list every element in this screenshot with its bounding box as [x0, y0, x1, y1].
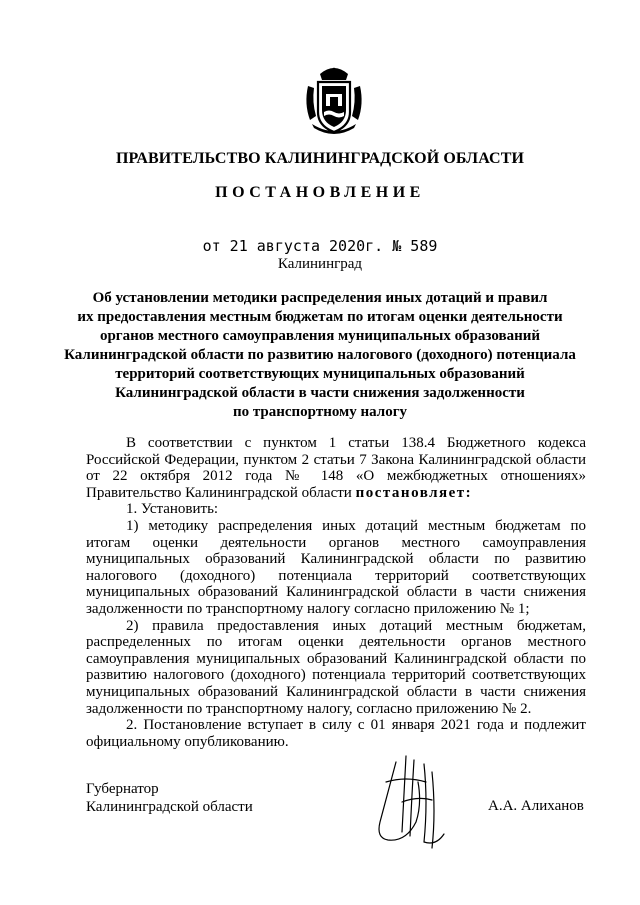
item-2: 2. Постановление вступает в силу с 01 января 2021 года и подлежит официальному опубликованию.: [86, 717, 586, 750]
item-1-1: 1) методику распределения иных дотаций местным бюджетам по итогам оценки деятельности органов местного самоуправления муниципальных образований Калининградской области по развитию налогового (доходного) потенциала территорий соответствующих муниципальных образований Калининградской области в части снижения задолженности по транспортному налогу согласно приложению № 1;: [86, 517, 586, 617]
title-line: Об установлении методики распределения иных дотаций и правил: [92, 290, 548, 306]
coat-of-arms-emblem: [300, 64, 368, 138]
signatory-name: А.А. Алиханов: [488, 798, 584, 814]
document-title: [0, 289, 640, 422]
signatory-position-line: Калининградской области: [86, 799, 253, 815]
title-line: их предоставления местным бюджетам по итогам оценки деятельности: [77, 309, 563, 325]
document-body: [86, 435, 586, 750]
item-1-2: 2) правила предоставления иных дотаций местным бюджетам, распределенных по итогам оценки деятельности органов местного самоуправления муниципальных образований Калининградской области по развитию налогового (доходного) потенциала территорий соответствующих муниципальных образований Калининградской области в части снижения задолженности по транспортному налогу, согласно приложению № 2.: [86, 617, 586, 717]
organization-name: ПРАВИТЕЛЬСТВО КАЛИНИНГРАДСКОЙ ОБЛАСТИ: [115, 150, 525, 167]
preamble-emphasis: постановляет:: [355, 484, 473, 501]
document-type: ПОСТАНОВЛЕНИЕ: [215, 184, 425, 201]
title-line: по транспортному налогу: [232, 404, 408, 420]
document-date-number: от 21 августа 2020г. № 589: [202, 237, 438, 255]
title-line: органов местного самоуправления муниципальных образований: [99, 328, 541, 344]
title-line: территорий соответствующих муниципальных образований: [115, 366, 525, 382]
preamble-text: В соответствии с пунктом 1 статьи 138.4 Бюджетного кодекса Российской Федерации, пунктом 2 статьи 7 Закона Калининградской области от 22 октября 2012 года № 148 «О межбюджетных отношениях» Правительство Калининградской области: [86, 435, 586, 501]
title-line: Калининградской области в части снижения задолженности: [115, 385, 525, 401]
signatory-position-line: Губернатор: [86, 781, 159, 797]
preamble-paragraph: [86, 435, 586, 501]
item-1: 1. Установить:: [126, 501, 219, 518]
handwritten-signature: [366, 752, 456, 852]
signatory-position: [86, 780, 253, 816]
document-city: Калининград: [277, 256, 363, 272]
title-line: Калининградской области по развитию налогового (доходного) потенциала: [64, 347, 576, 363]
